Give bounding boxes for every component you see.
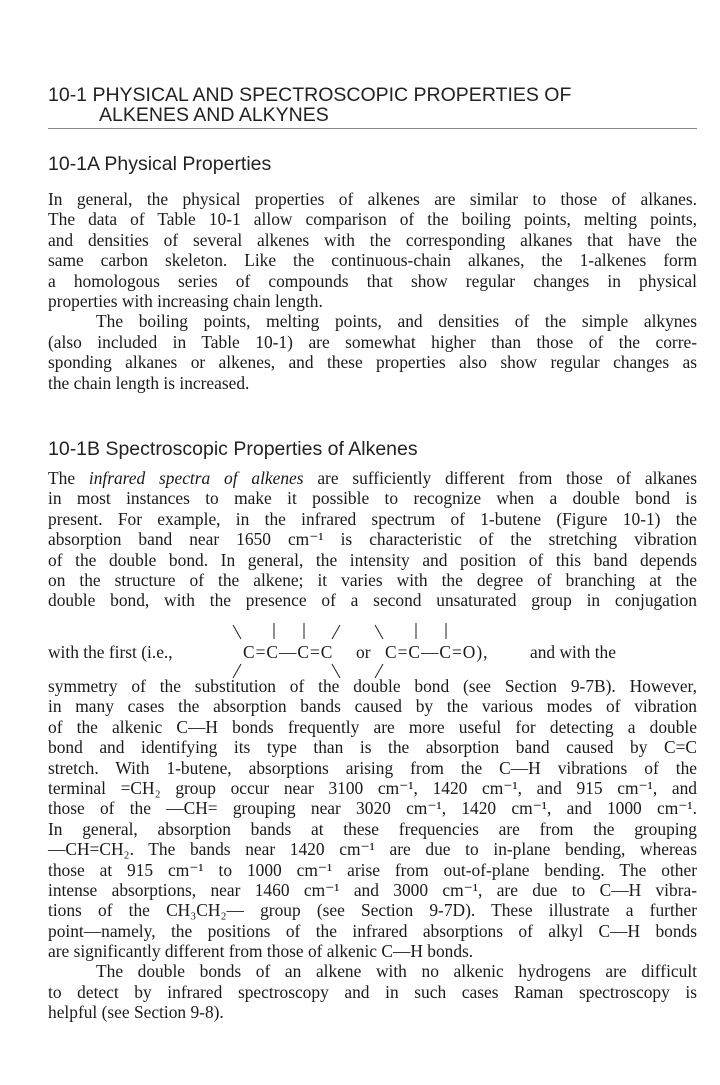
text-line: in many cases the absorption bands caused by the various modes of vibration <box>48 696 697 717</box>
text-line: helpful (see Section 9-8). <box>48 1002 224 1023</box>
text-line: tions of the CH₃CH₂— group (see Section 9-7D). These illustrate a further <box>48 900 697 921</box>
text-line: point—namely, the positions of the infrared absorptions of alkyl C—H bonds <box>48 920 697 941</box>
italic-term: infrared spectra of alkenes <box>88 468 304 488</box>
text-line: and densities of several alkenes with the corresponding alkanes that have the <box>48 229 697 250</box>
text-line: those at 915 cm⁻¹ to 1000 cm⁻¹ arise from out-of-plane bending. The other <box>48 859 697 880</box>
text-line: bond and identifying its type than is the absorption band caused by C=C <box>48 737 697 758</box>
text-line: In general, the physical properties of alkenes are similar to those of alkanes. <box>48 189 697 209</box>
text-line: stretch. With 1-butene, absorptions arising from the C—H vibrations of the <box>48 757 697 778</box>
text-line: —CH=CH₂. The bands near 1420 cm⁻¹ are due to in-plane bending, whereas <box>48 839 697 860</box>
section-heading-line2: ALKENES AND ALKYNES <box>99 104 329 126</box>
text-line: in most instances to make it possible to recognize when a double bond is <box>48 488 697 509</box>
text-line: In general, absorption bands at these frequencies are from the grouping <box>48 818 697 839</box>
text-line: are significantly different from those of alkenic C—H bonds. <box>48 941 474 962</box>
formula-or: or <box>356 642 371 662</box>
text-line: absorption band near 1650 cm⁻¹ is characteristic of the stretching vibration <box>48 529 697 550</box>
section-b-paragraph-2 <box>48 676 697 1023</box>
text-span: The <box>48 468 89 488</box>
text-line: the chain length is increased. <box>48 372 250 393</box>
text-line: The data of Table 10-1 allow comparison of the boiling points, melting points, <box>48 209 697 230</box>
bond-line <box>233 625 241 639</box>
text-line: of the alkenic C—H bonds frequently are more useful for detecting a double <box>48 716 697 737</box>
section-heading-line1: 10-1 PHYSICAL AND SPECTROSCOPIC PROPERTIES OF <box>48 84 572 106</box>
text-line: (also included in Table 10-1) are somewhat higher than those of the corre- <box>48 331 697 352</box>
text-line: The double bonds of an alkene with no alkenic hydrogens are difficult <box>96 961 697 982</box>
formula-line-pre: with the first (i.e., <box>48 642 173 662</box>
text-line: sponding alkanes or alkenes, and these properties also show regular changes as <box>48 352 697 373</box>
text-line: on the structure of the alkene; it varies with the degree of branching at the <box>48 569 697 590</box>
text-line: double bond, with the presence of a second unsaturated group in conjugation <box>48 590 697 611</box>
subsection-heading-b: 10-1B Spectroscopic Properties of Alkenes <box>48 438 418 460</box>
text-line: same carbon skeleton. Like the continuous-chain alkanes, the 1-alkenes form <box>48 250 697 271</box>
text-line: The boiling points, melting points, and densities of the simple alkynes <box>96 311 697 332</box>
text-line: properties with increasing chain length. <box>48 290 323 311</box>
text-line: of the double bond. In general, the intensity and position of this band depends <box>48 549 697 570</box>
formula-line-post: and with the <box>530 642 616 662</box>
conjugated-diene-formula: C=C—C=C <box>243 642 334 662</box>
text-line: to detect by infrared spectroscopy and in such cases Raman spectroscopy is <box>48 981 697 1002</box>
text-line: a homologous series of compounds that show regular changes in physical <box>48 270 697 291</box>
text-line: present. For example, in the infrared spectrum of 1-butene (Figure 10-1) the <box>48 508 697 529</box>
bond-line <box>375 625 383 639</box>
enone-formula: C=C—C=O), <box>385 642 489 662</box>
bond-line <box>332 625 340 639</box>
subsection-heading-a: 10-1A Physical Properties <box>48 153 272 175</box>
text-line: terminal =CH₂ group occur near 3100 cm⁻¹, 1420 cm⁻¹, and 915 cm⁻¹, and <box>48 777 697 798</box>
text-line: symmetry of the substitution of the double bond (see Section 9-7B). However, <box>48 676 697 696</box>
text-span: are sufficiently different from those of alkanes <box>303 468 697 488</box>
text-line: intense absorptions, near 1460 cm⁻¹ and 3000 cm⁻¹, are due to C—H vibra- <box>48 879 697 900</box>
text-line: those of the —CH= grouping near 3020 cm⁻¹, 1420 cm⁻¹, and 1000 cm⁻¹. <box>48 798 697 819</box>
